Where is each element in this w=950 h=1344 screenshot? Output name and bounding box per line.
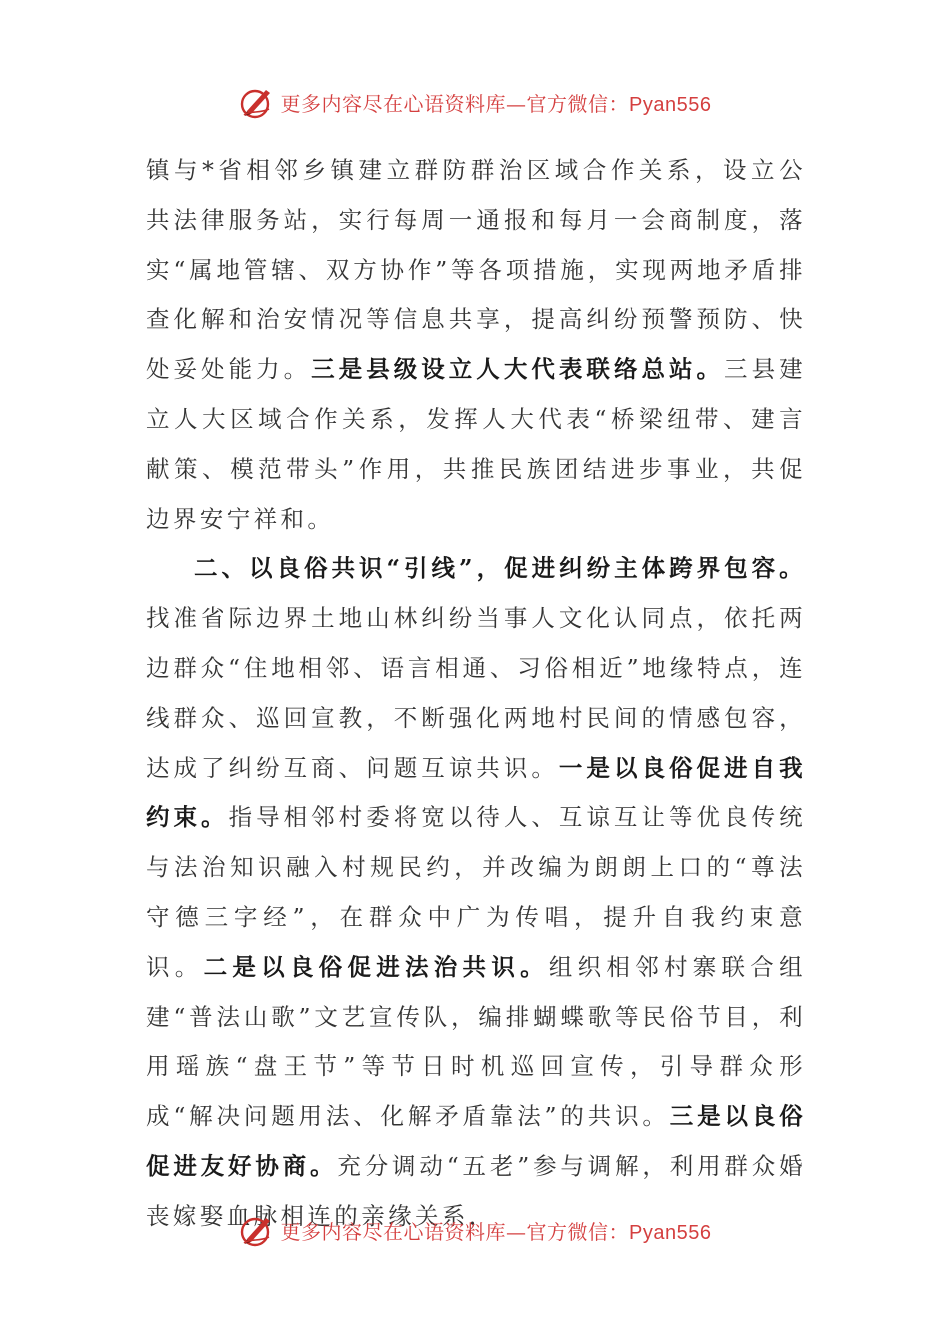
text-segment: 三县建立人大区域合作关系，发挥人大代表“桥梁纽带、建言献策、模范带头”作用，共推民族团结进步事业，共促边界安宁祥和。 — [146, 355, 806, 533]
pen-logo-icon — [239, 84, 275, 120]
text-segment: 镇与*省相邻乡镇建立群防群治区域合作关系，设立公共法律服务站，实行每周一通报和每月一会商制度，落实“属地管辖、双方协作”等各项措施，实现两地矛盾排查化解和治安情况等信息共享，提高纠纷预警预防、快处妥处能力。 — [146, 156, 806, 384]
bold-heading-segment: 二是以良俗促进法治共识。 — [203, 952, 549, 981]
bold-heading-segment: 一是以良俗促进自我约束。 — [146, 753, 806, 832]
banner-text: 更多内容尽在心语资料库—官方微信：Pyan556 — [280, 91, 712, 116]
paragraph-2 — [146, 544, 806, 1241]
bold-heading-segment: 三是以良俗促进友好协商。 — [146, 1102, 807, 1180]
wechat-id: Pyan556 — [629, 93, 712, 116]
pen-logo-icon — [239, 1212, 275, 1248]
paragraph-1 — [146, 146, 806, 544]
text-segment: 指导相邻村委将宽以待人、互谅互让等优良传统与法治知识融入村规民约，并改编为朗朗上口的“尊法守德三字经”，在群众中广为传唱，提升自我约束意识。 — [146, 803, 806, 981]
banner-text: 更多内容尽在心语资料库—官方微信：Pyan556 — [280, 1219, 712, 1244]
document-body — [146, 146, 806, 1242]
text-segment: 组织相邻村寨联合组建“普法山歌”文艺宣传队，编排蝴蝶歌等民俗节目，利用瑶族“盘王节”等节日时机巡回宣传，引导群众形成“解决问题用法、化解矛盾靠法”的共识。 — [146, 952, 806, 1131]
text-segment: 充分调动“五老”参与调解，利用群众婚丧嫁娶血脉相连的亲缘关系， — [146, 1151, 806, 1230]
wechat-id: Pyan556 — [629, 1221, 712, 1244]
header-banner — [0, 82, 950, 122]
footer-banner — [0, 1210, 950, 1250]
bold-heading-segment: 三是县级设立人大代表联络总站。 — [311, 355, 725, 384]
section-heading: 二、以良俗共识“引线”，促进纠纷主体跨界包容。 — [194, 554, 806, 583]
text-segment: 找准省际边界土地山林纠纷当事人文化认同点，依托两边群众“住地相邻、语言相通、习俗相近”地缘特点，连线群众、巡回宣教，不断强化两地村民间的情感包容，达成了纠纷互商、问题互谅共识。 — [146, 604, 806, 782]
